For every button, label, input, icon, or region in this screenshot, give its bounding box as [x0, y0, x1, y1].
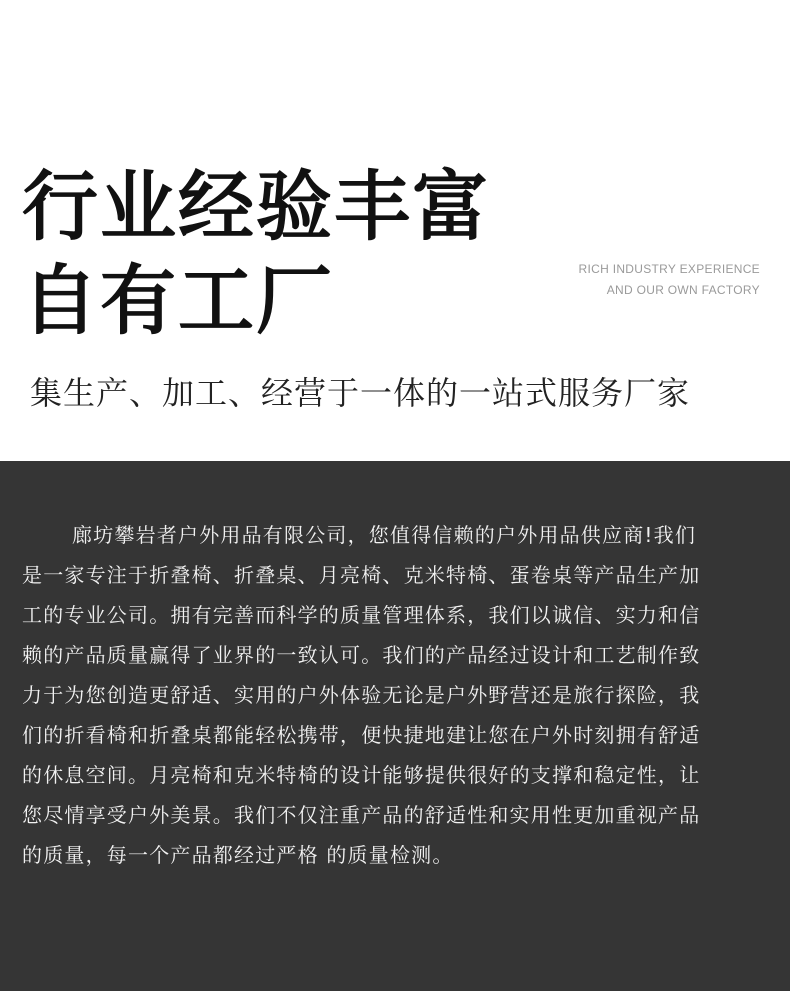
header-section [0, 0, 790, 461]
description-line: 们的折看椅和折叠桌都能轻松携带，便快捷地建让您在户外时刻拥有舒适 [22, 723, 701, 747]
description-line: 的质量，每一个产品都经过严格 的质量检测。 [22, 843, 454, 867]
title-line-2: 自有工厂 [22, 256, 334, 345]
english-caption-line-2: AND OUR OWN FACTORY [606, 283, 760, 297]
english-caption-line-1: RICH INDUSTRY EXPERIENCE [578, 262, 760, 276]
description-line: 廊坊攀岩者户外用品有限公司，您值得信赖的户外用品供应商!我们 [72, 523, 697, 547]
description-line: 您尽情享受户外美景。我们不仅注重产品的舒适性和实用性更加重视产品 [22, 803, 701, 827]
description-line: 是一家专注于折叠椅、折叠桌、月亮椅、克米特椅、蛋卷桌等产品生产加 [22, 563, 701, 587]
page-title [22, 160, 490, 348]
description-line: 赖的产品质量赢得了业界的一致认可。我们的产品经过设计和工艺制作致 [22, 643, 701, 667]
company-description [22, 515, 752, 875]
description-line: 力于为您创造更舒适、实用的户外体验无论是户外野营还是旅行探险，我 [22, 683, 701, 707]
english-caption [579, 259, 760, 301]
company-description-section [0, 461, 790, 991]
description-line: 工的专业公司。拥有完善而科学的质量管理体系，我们以诚信、实力和信 [22, 603, 701, 627]
title-line-1: 行业经验丰富 [22, 162, 490, 251]
description-line: 的休息空间。月亮椅和克米特椅的设计能够提供很好的支撑和稳定性，让 [22, 763, 701, 787]
page-subtitle: 集生产、加工、经营于一体的一站式服务厂家 [30, 374, 691, 412]
